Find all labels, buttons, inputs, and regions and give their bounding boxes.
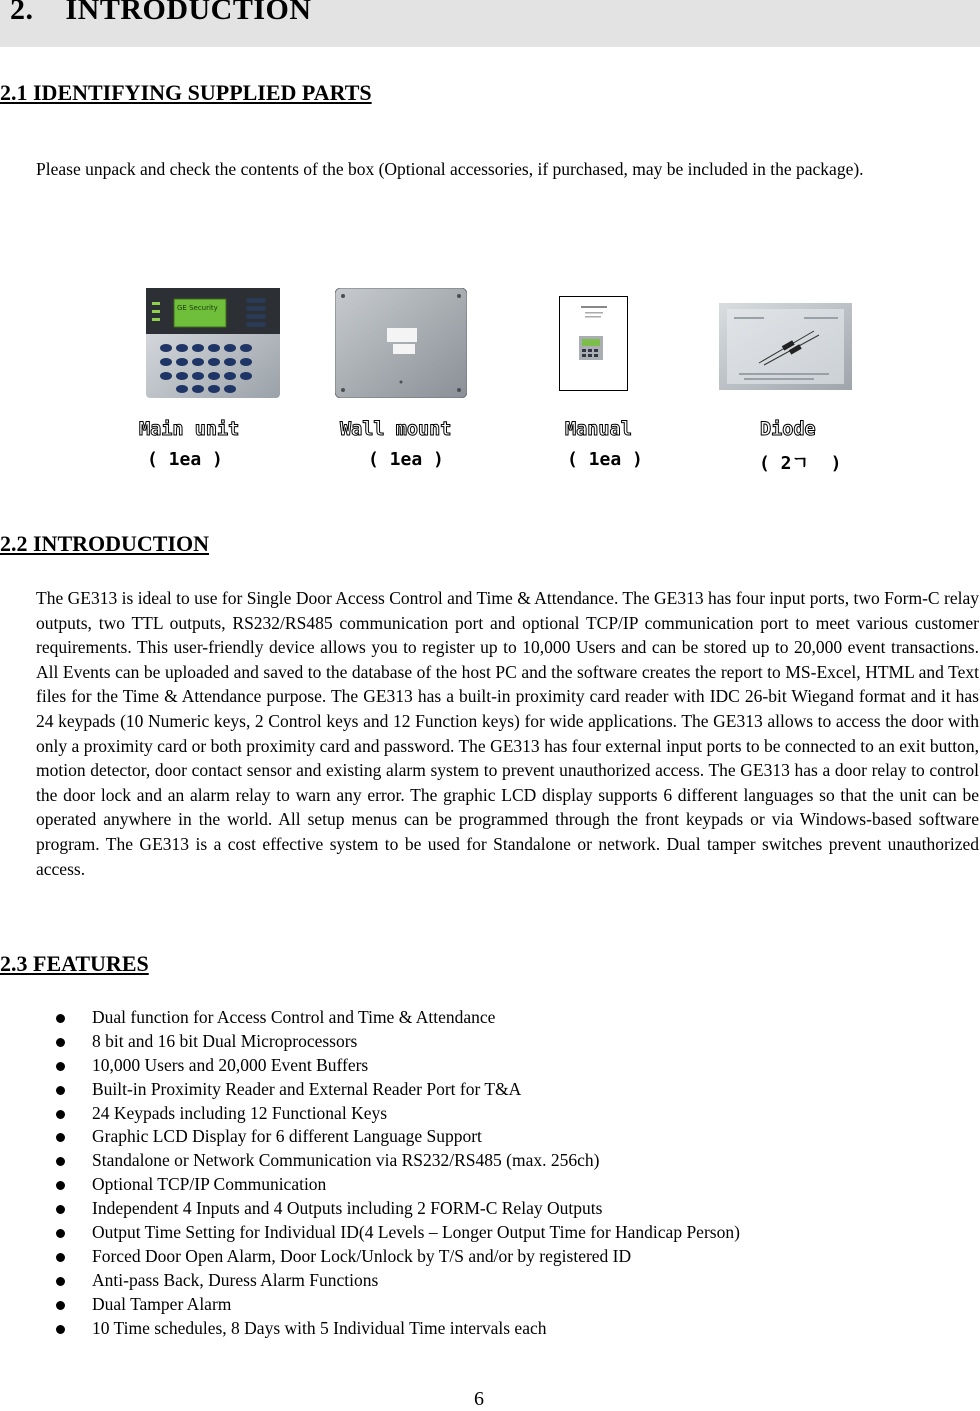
bullet-icon <box>56 1301 65 1310</box>
feature-text: Output Time Setting for Individual ID(4 Levels – Longer Output Time for Handicap Person) <box>92 1222 740 1243</box>
feature-item <box>56 1317 740 1341</box>
feature-item <box>56 1197 740 1221</box>
wall-mount-image <box>335 288 467 398</box>
features-list <box>56 1006 740 1340</box>
feature-item <box>56 1149 740 1173</box>
bullet-icon <box>56 1062 65 1071</box>
feature-text: Anti-pass Back, Duress Alarm Functions <box>92 1269 379 1290</box>
bullet-icon <box>56 1014 65 1023</box>
feature-text: Dual function for Access Control and Time & Attendance <box>92 1007 496 1027</box>
bullet-icon <box>56 1086 65 1095</box>
feature-text: Optional TCP/IP Communication <box>92 1174 327 1195</box>
part-qty-diode: ( 2ㄱ ) <box>759 453 842 474</box>
bullet-icon <box>56 1133 65 1142</box>
feature-text: Dual Tamper Alarm <box>92 1293 232 1314</box>
bullet-icon <box>56 1181 65 1190</box>
part-qty-wall-mount: ( 1ea ) <box>368 449 444 470</box>
part-name-main-unit: Main unit <box>139 419 240 440</box>
part-name-diode: Diode <box>760 419 816 440</box>
bullet-icon <box>56 1157 65 1166</box>
feature-text: Independent 4 Inputs and 4 Outputs including 2 FORM-C Relay Outputs <box>92 1198 603 1219</box>
part-name-manual: Manual <box>565 419 632 440</box>
chapter-title: 2. INTRODUCTION <box>10 0 312 26</box>
feature-item <box>56 1125 740 1149</box>
feature-text: 10,000 Users and 20,000 Event Buffers <box>92 1054 369 1075</box>
section-heading-2-3: 2.3 FEATURES <box>0 951 149 976</box>
page-number: 6 <box>474 1388 484 1410</box>
feature-text: Standalone or Network Communication via RS232/RS485 (max. 256ch) <box>92 1150 600 1171</box>
chapter-banner <box>0 0 980 47</box>
bullet-icon <box>56 1205 65 1214</box>
feature-text: 8 bit and 16 bit Dual Microprocessors <box>92 1030 358 1051</box>
manual-image <box>559 296 628 391</box>
bullet-icon <box>56 1277 65 1286</box>
unpack-paragraph: Please unpack and check the contents of the box (Optional accessories, if purchased, may be included in the package). <box>36 159 864 179</box>
lcd-label: GE Security <box>177 304 218 312</box>
feature-text: Built-in Proximity Reader and External Reader Port for T&A <box>92 1078 522 1099</box>
feature-item <box>56 1102 740 1126</box>
introduction-paragraph: The GE313 is ideal to use for Single Door Access Control and Time & Attendance. The GE313 has four input ports, two Form-C relay outputs, two TTL outputs, RS232/RS485 communication port and optional TCP/IP communication port to meet various customer requirements. This user-friendly device allows you to register up to 10,000 Users and can be stored up to 20,000 event transactions. All Events can be uploaded and saved to the database of the host PC and the software creates the report to MS-Excel, HTML and Text files for the Time & Attendance purpose. The GE313 has a built-in proximity card reader with IDC 26-bit Wiegand format and it has 24 keypads (10 Numeric keys, 2 Control keys and 12 Function keys) for wide applications. The GE313 allows to access the door with only a proximity card or both proximity card and password. The GE313 has four external input ports to be connected to an exit button, motion detector, door contact sensor and existing alarm system to prevent unauthorized access. The GE313 has a door relay to control the door lock and an alarm relay to warn any error. The graphic LCD display supports 6 different languages so that the unit can be operated anywhere in the world. All setup menus can be programmed through the front keypads or via Windows-based software program. The GE313 is a cost effective system to be used for Standalone or network. Dual tamper switches prevent unauthorized access. <box>36 588 979 879</box>
feature-item <box>56 1030 740 1054</box>
section-heading-2-1: 2.1 IDENTIFYING SUPPLIED PARTS <box>0 80 372 105</box>
feature-item <box>56 1173 740 1197</box>
feature-text: 10 Time schedules, 8 Days with 5 Individual Time intervals each <box>92 1317 547 1338</box>
part-qty-manual: ( 1ea ) <box>567 449 643 470</box>
part-qty-main-unit: ( 1ea ) <box>147 449 223 470</box>
part-name-wall-mount: Wall mount <box>340 419 452 440</box>
bullet-icon <box>56 1038 65 1047</box>
feature-item <box>56 1245 740 1269</box>
feature-item <box>56 1269 740 1293</box>
section-heading-2-2: 2.2 INTRODUCTION <box>0 531 210 556</box>
bullet-icon <box>56 1229 65 1238</box>
feature-text: 24 Keypads including 12 Functional Keys <box>92 1102 388 1123</box>
feature-item <box>56 1006 740 1030</box>
bullet-icon <box>56 1253 65 1262</box>
feature-item <box>56 1078 740 1102</box>
feature-item <box>56 1054 740 1078</box>
feature-item <box>56 1293 740 1317</box>
bullet-icon <box>56 1325 65 1334</box>
feature-text: Forced Door Open Alarm, Door Lock/Unlock by T/S and/or by registered ID <box>92 1245 632 1266</box>
bullet-icon <box>56 1110 65 1119</box>
feature-text: Graphic LCD Display for 6 different Language Support <box>92 1126 482 1147</box>
diode-image <box>719 303 852 390</box>
feature-item <box>56 1221 740 1245</box>
main-unit-image <box>146 288 280 398</box>
